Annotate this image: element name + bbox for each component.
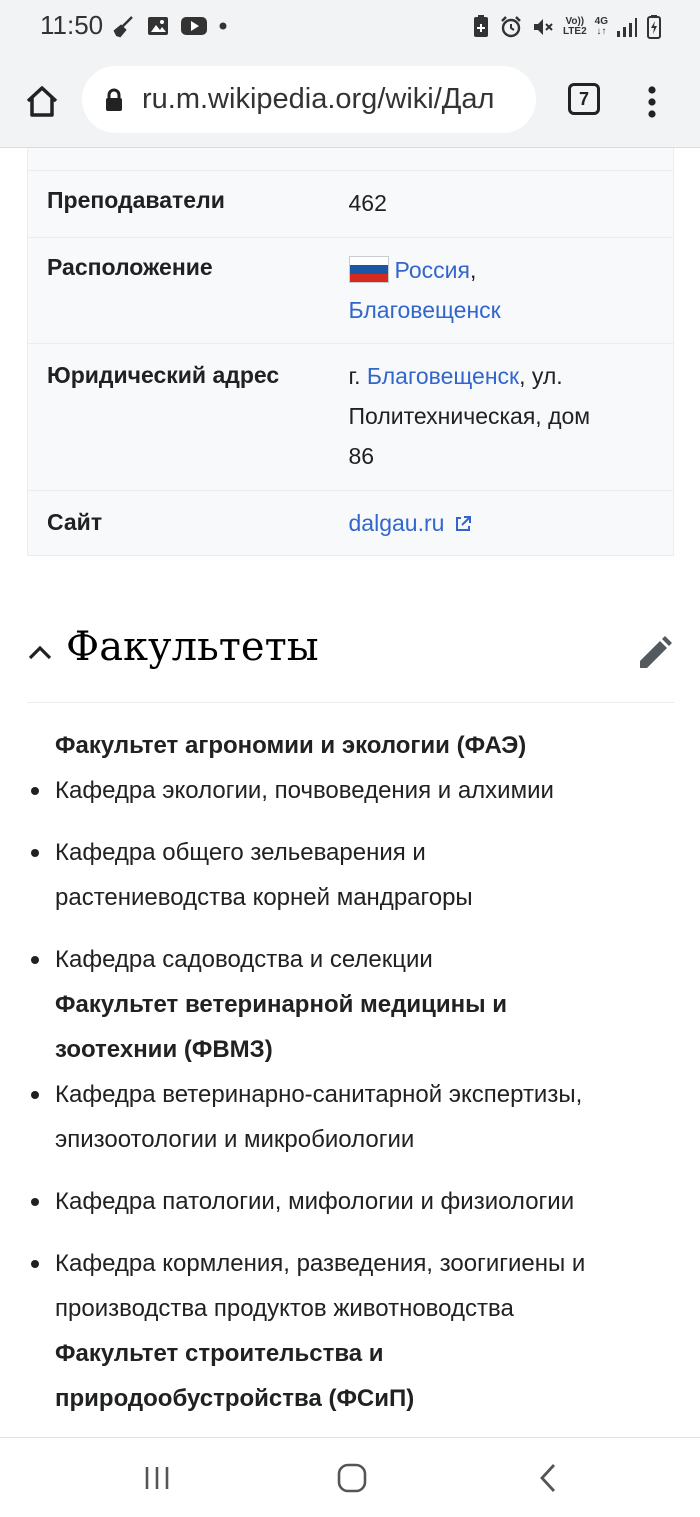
lock-icon [104, 88, 124, 117]
infobox-value: 462 [348, 190, 387, 216]
infobox-row-website [28, 490, 673, 555]
status-bar [0, 0, 700, 56]
separator: , [469, 257, 477, 283]
infobox [27, 148, 674, 556]
infobox-value [349, 491, 673, 555]
infobox-value [349, 344, 673, 490]
list-item: Кафедра ветеринарно-санитарной экспертизы, эпизоотологии и микробиологии [27, 1072, 674, 1162]
url-text: ru.m.wikipedia.org/wiki/Дал [142, 83, 495, 115]
youtube-icon [180, 15, 208, 37]
faculty-heading: Факультет ветеринарной медицины и зоотехнии (ФВМЗ) [55, 991, 508, 1063]
signal-icon [616, 16, 638, 38]
network-type-icon: 4G ↓↑ [594, 16, 608, 37]
country-link[interactable]: Россия [394, 257, 470, 283]
city-link[interactable]: Благовещенск [348, 297, 501, 323]
list-item: Кафедра садоводства и селекции [27, 937, 674, 982]
home-button[interactable] [22, 82, 62, 122]
address-street: , ул. [519, 363, 563, 389]
more-notifications-dot-icon [218, 21, 228, 31]
russia-flag-icon [349, 256, 389, 283]
address-bar[interactable] [82, 66, 536, 133]
faculty-heading: Факультет агрономии и экологии (ФАЭ) [55, 732, 527, 759]
list-item: Кафедра кормления, разведения, зоогигиены и производства продуктов животноводства [27, 1241, 674, 1331]
home-icon [22, 82, 62, 122]
address-line-2: Политехническая, дом [348, 403, 591, 429]
infobox-value [349, 238, 673, 343]
infobox-label: Сайт [47, 509, 103, 535]
faculties-list [27, 723, 674, 1421]
faculty-heading: Факультет строительства и природообустройства (ФСиП) [55, 1340, 415, 1412]
infobox-row-teachers [28, 170, 673, 237]
infobox-label: Юридический адрес [47, 362, 280, 388]
more-vert-icon [640, 82, 664, 122]
browser-toolbar [0, 56, 700, 148]
home-nav-icon [336, 1462, 368, 1494]
notification-icons [112, 14, 228, 38]
tab-switcher-button[interactable]: 7 [568, 83, 600, 115]
address-prefix: г. [348, 363, 367, 389]
battery-charging-icon [646, 14, 662, 40]
infobox-row-legal-address [28, 343, 673, 490]
list-item: Кафедра патологии, мифологии и физиологии [27, 1179, 674, 1224]
back-icon [536, 1462, 560, 1494]
infobox-row-top-partial [28, 148, 673, 170]
section-header[interactable] [27, 622, 674, 703]
status-time: 11:50 [40, 10, 104, 40]
external-link-icon [454, 515, 472, 533]
pencil-icon[interactable] [636, 636, 672, 677]
recent-apps-button[interactable] [137, 1460, 177, 1496]
recent-apps-icon [142, 1463, 172, 1493]
list-item: Кафедра экологии, почвоведения и алхимии [27, 768, 674, 813]
infobox-label: Преподаватели [47, 187, 225, 213]
volte-icon: Vo)) LTE2 [562, 16, 587, 37]
address-line-3: 86 [348, 443, 375, 469]
list-item: Кафедра общего зельеварения и растениеводства корней мандрагоры [27, 830, 674, 920]
home-nav-button[interactable] [332, 1460, 372, 1496]
more-vert-button[interactable] [640, 82, 664, 122]
alarm-icon [499, 15, 523, 39]
system-navigation-bar [0, 1437, 700, 1517]
battery-saver-icon [471, 14, 491, 40]
website-link[interactable]: dalgau.ru [349, 510, 472, 536]
section-title: Факультеты [66, 624, 319, 670]
mute-icon [531, 15, 555, 39]
infobox-row-location [28, 237, 673, 343]
system-icons [471, 14, 662, 40]
chevron-up-icon[interactable] [27, 642, 53, 667]
back-button[interactable] [528, 1460, 568, 1496]
address-city-link[interactable]: Благовещенск [366, 363, 520, 389]
broom-icon [112, 14, 136, 38]
gallery-icon [146, 14, 170, 38]
infobox-label: Расположение [47, 254, 213, 280]
